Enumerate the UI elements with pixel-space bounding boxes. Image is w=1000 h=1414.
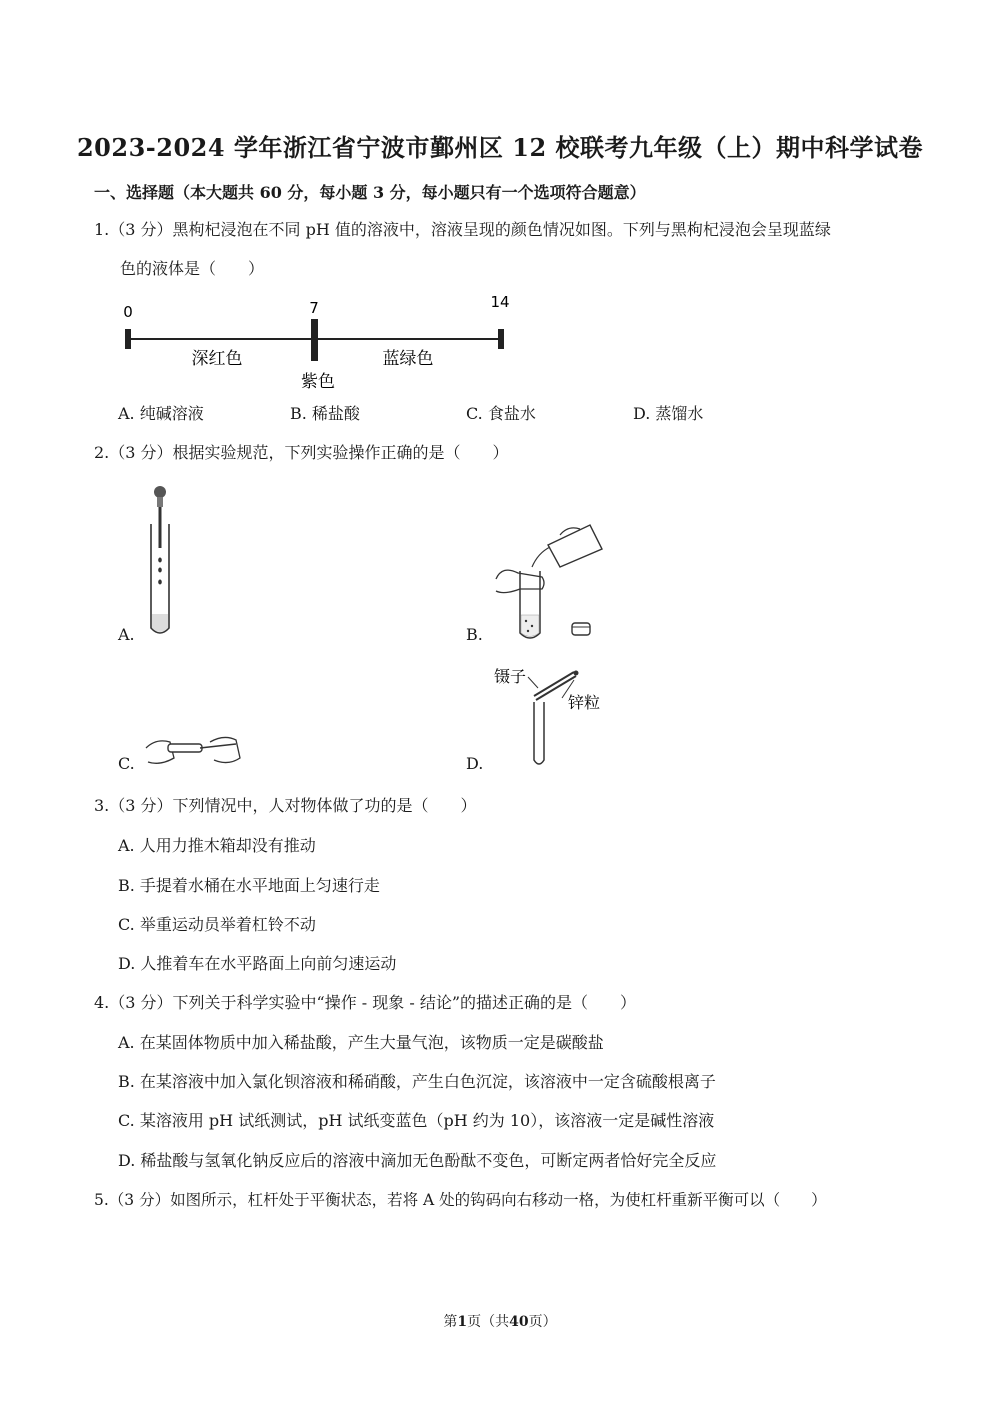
q2-label-d: D. xyxy=(466,754,484,773)
footer-total-pages: 40 xyxy=(509,1314,529,1330)
q4-option-a: A. 在某固体物质中加入稀盐酸，产生大量气泡，该物质一定是碳酸盐 xyxy=(118,1033,604,1052)
ph-label-14: 14 xyxy=(490,293,510,311)
ph-tick-14 xyxy=(498,329,504,349)
tweezers-label: 镊子 xyxy=(494,667,527,686)
q4-option-c: C. 某溶液用 pH 试纸测试，pH 试纸变蓝色（pH 约为 10），该溶液一定是碱性溶液 xyxy=(118,1111,715,1130)
ph-tick-7 xyxy=(311,319,318,361)
q1-option-d: D. 蒸馏水 xyxy=(633,404,704,423)
page-footer xyxy=(0,1311,1000,1331)
footer-mid: 页（共 xyxy=(467,1314,510,1330)
glass-tube xyxy=(200,744,236,748)
q3-stem: 3.（3 分）下列情况中，人对物体做了功的是（ ） xyxy=(94,796,477,815)
ph-color-purple: 紫色 xyxy=(301,372,335,392)
q2-stem: 2.（3 分）根据实验规范，下列实验操作正确的是（ ） xyxy=(94,443,509,462)
q3-option-c: C. 举重运动员举着杠铃不动 xyxy=(118,915,316,934)
q1-stem-line2: 色的液体是（ ） xyxy=(120,259,265,278)
q2-label-b: B. xyxy=(466,625,483,644)
q2-label-a: A. xyxy=(118,625,135,644)
ph-label-7: 7 xyxy=(309,299,319,317)
footer-page-number: 1 xyxy=(457,1314,468,1330)
footer-prefix: 第 xyxy=(443,1314,458,1330)
rubber-tube xyxy=(168,744,202,752)
pouring-liquid-figure xyxy=(490,515,610,645)
q3-option-d: D. 人推着车在水平路面上向前匀速运动 xyxy=(118,954,397,973)
ph-label-0: 0 xyxy=(123,303,133,321)
q3-option-a: A. 人用力推木箱却没有推动 xyxy=(118,836,316,855)
glass-tube-connect-figure xyxy=(140,728,245,773)
test-tube-d xyxy=(534,702,544,764)
dropper-test-tube-figure xyxy=(140,478,185,643)
zinc-label: 锌粒 xyxy=(568,693,601,712)
ph-color-blue-green: 蓝绿色 xyxy=(382,349,434,369)
zinc-granule xyxy=(574,671,579,676)
section-heading: 一、选择题（本大题共 60 分，每小题 3 分，每小题只有一个选项符合题意） xyxy=(94,183,646,202)
ph-color-deep-red: 深红色 xyxy=(191,349,243,369)
q3-option-b: B. 手提着水桶在水平地面上匀速行走 xyxy=(118,876,380,895)
q1-option-a: A. 纯碱溶液 xyxy=(118,404,204,423)
q4-option-d: D. 稀盐酸与氢氧化钠反应后的溶液中滴加无色酚酞不变色，可断定两者恰好完全反应 xyxy=(118,1151,717,1170)
right-hand xyxy=(210,737,240,762)
page-title: 2023-2024 学年浙江省宁波市鄞州区 12 校联考九年级（上）期中科学试卷 xyxy=(76,133,924,162)
ph-tick-0 xyxy=(125,329,131,349)
footer-suffix: 页） xyxy=(528,1314,557,1330)
ph-scale-figure xyxy=(110,290,530,395)
q5-stem: 5.（3 分）如图所示，杠杆处于平衡状态，若将 A 处的钩码向右移动一格，为使杠杆重新平衡可以（ ） xyxy=(94,1191,827,1209)
q1-stem-line1: 1.（3 分）黑枸杞浸泡在不同 pH 值的溶液中，溶液呈现的颜色情况如图。下列与黑枸杞浸泡会呈现蓝绿 xyxy=(94,220,831,239)
q1-option-c: C. 食盐水 xyxy=(466,404,536,423)
q4-stem: 4.（3 分）下列关于科学实验中“操作 - 现象 - 结论”的描述正确的是（ ） xyxy=(94,993,637,1012)
q4-option-b: B. 在某溶液中加入氯化钡溶液和稀硝酸，产生白色沉淀，该溶液中一定含硫酸根离子 xyxy=(118,1072,716,1091)
pouring-beaker xyxy=(548,525,602,567)
dropper-bulb xyxy=(154,486,166,498)
tweezers-zinc-figure xyxy=(492,660,612,775)
q1-option-b: B. 稀盐酸 xyxy=(290,404,360,423)
bottle-stopper xyxy=(572,623,590,635)
q2-label-c: C. xyxy=(118,754,135,773)
